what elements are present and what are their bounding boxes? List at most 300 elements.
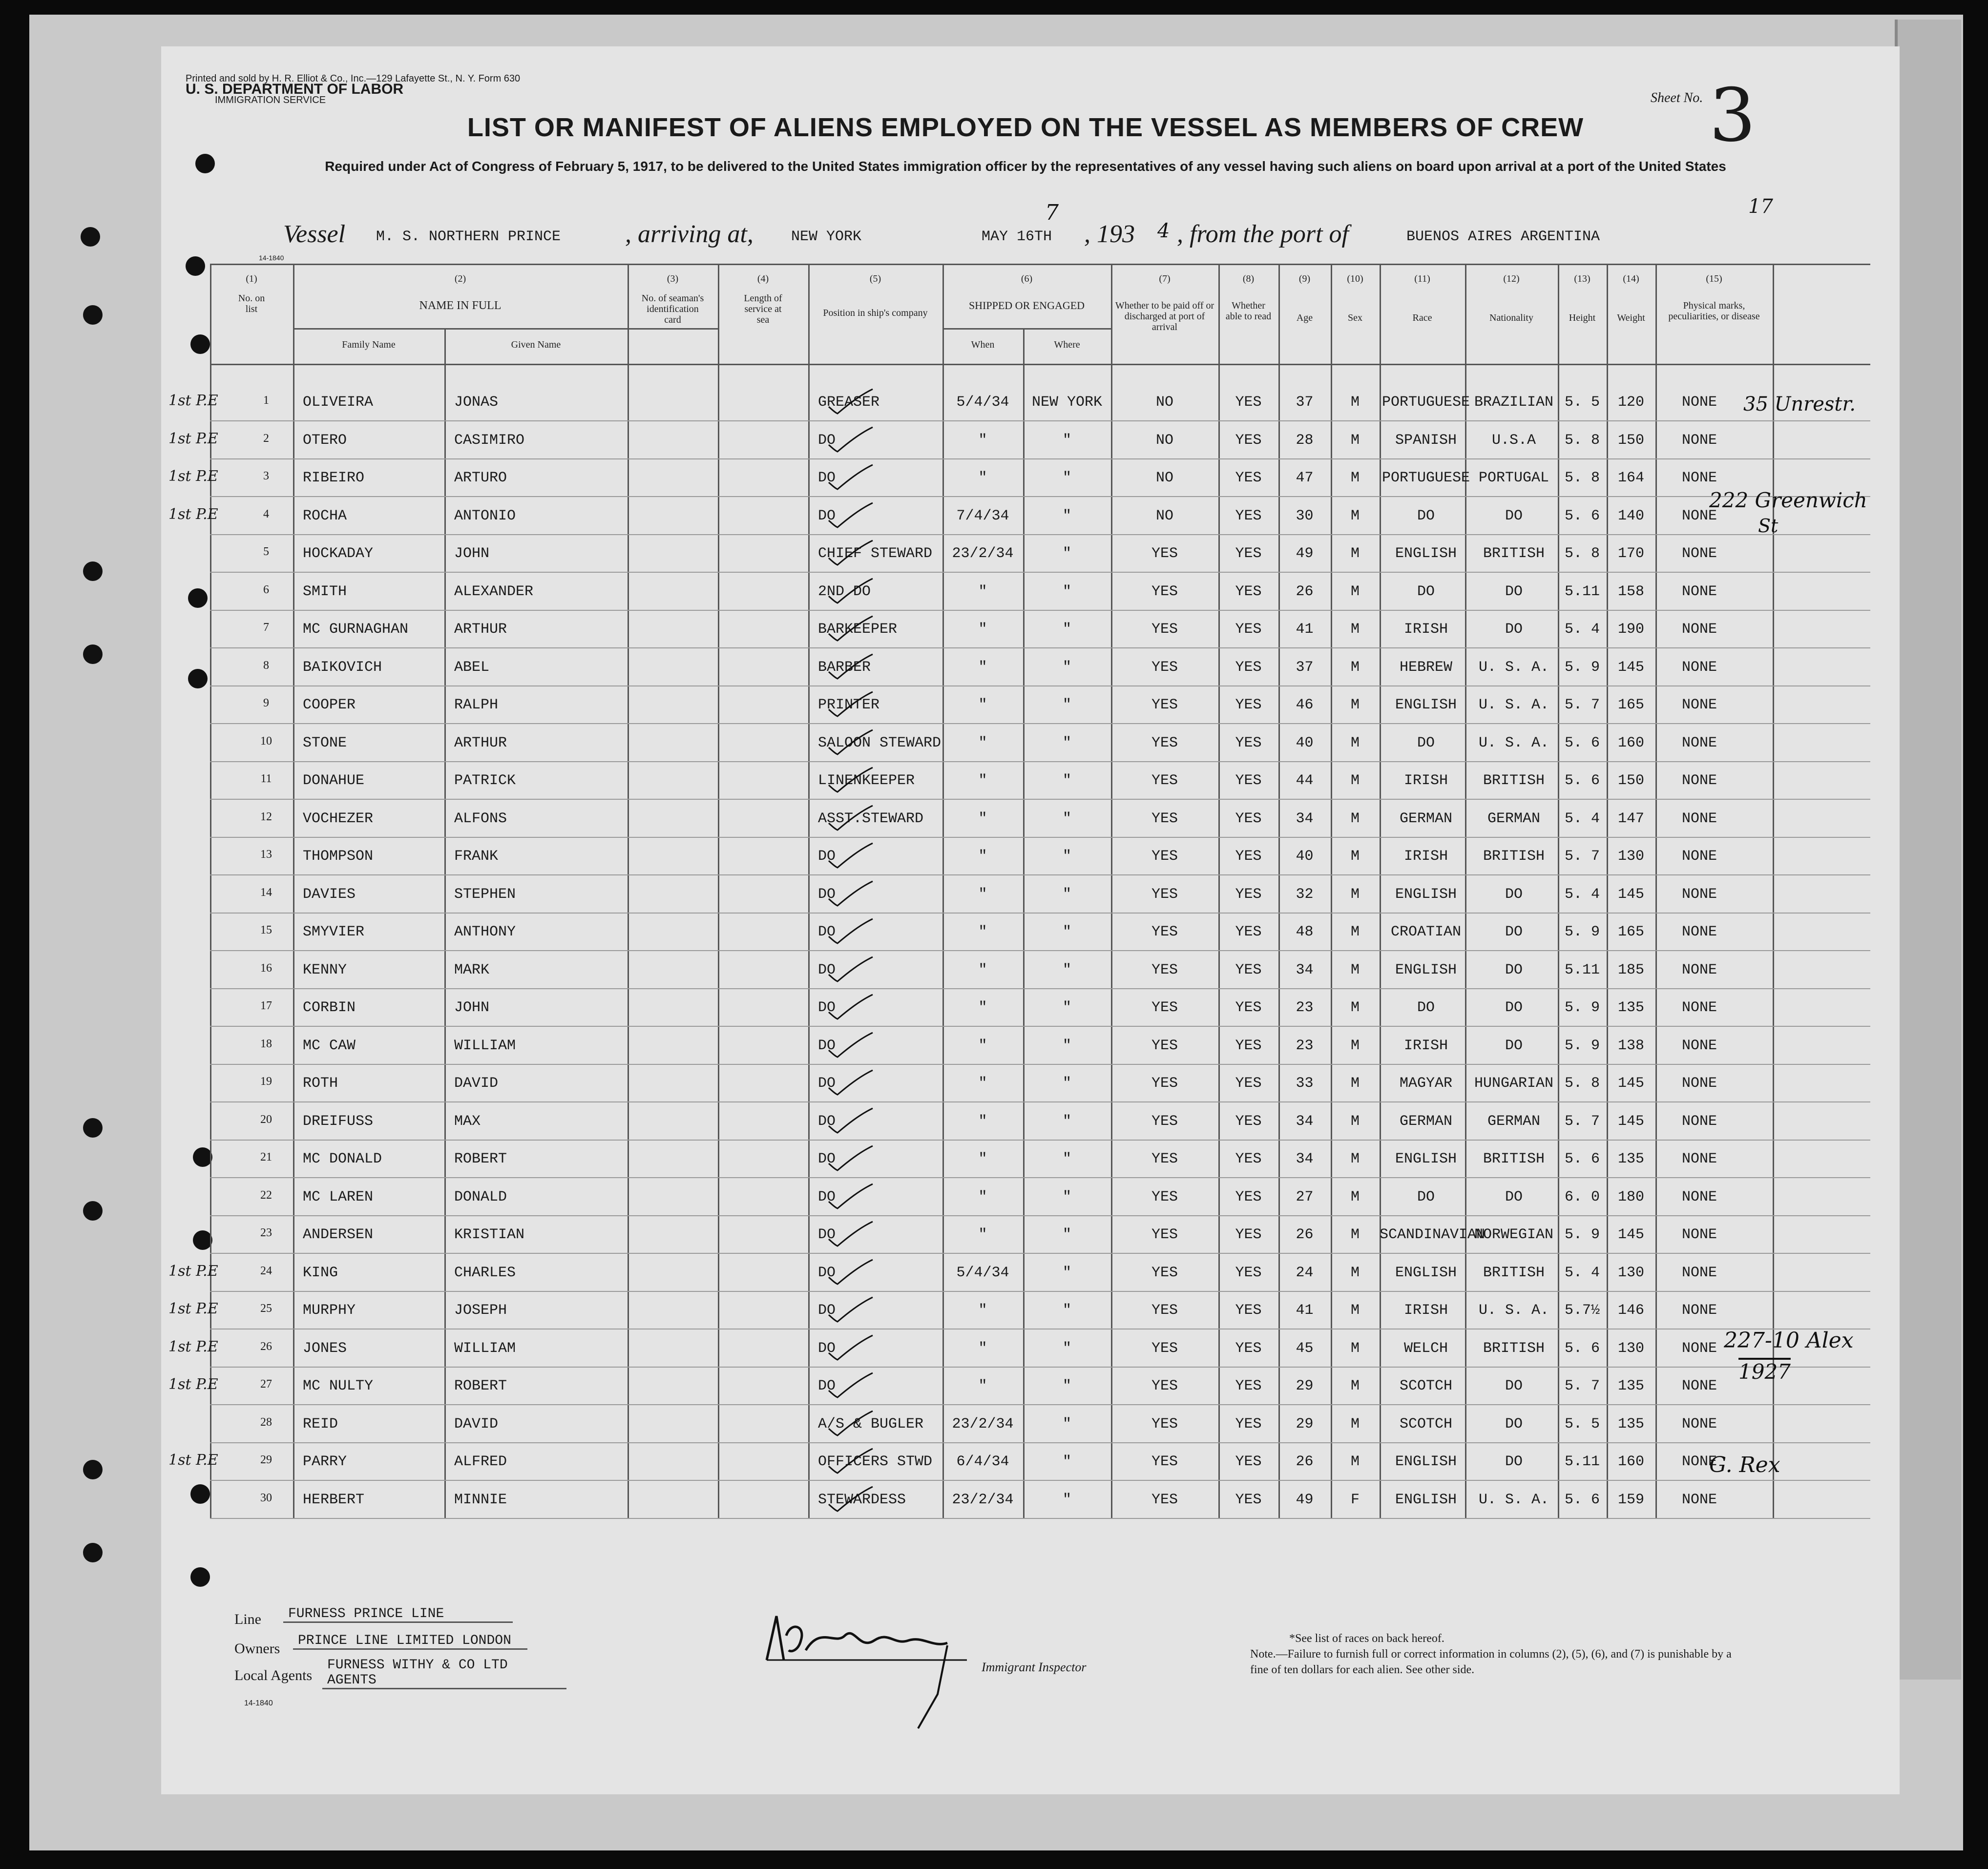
cell-when: " <box>978 734 987 751</box>
cell-height: 5. 8 <box>1564 470 1600 486</box>
cell-paid: YES <box>1151 1302 1178 1319</box>
cell-race: ENGLISH <box>1395 886 1457 903</box>
check-mark-icon <box>828 1107 874 1134</box>
owners-label: Owners <box>234 1641 280 1657</box>
cell-family: RIBEIRO <box>303 470 365 486</box>
cell-sex: M <box>1350 583 1360 600</box>
cell-no: 10 <box>260 734 272 748</box>
cell-no: 20 <box>260 1113 272 1126</box>
check-mark-icon <box>828 729 874 756</box>
table-row <box>210 913 1870 951</box>
cell-weight: 120 <box>1617 394 1644 411</box>
pe-mark: 1st P.E <box>168 505 218 523</box>
cell-marks: NONE <box>1681 1226 1717 1243</box>
cell-height: 5. 7 <box>1564 1113 1600 1130</box>
annotation-row26: 1927 <box>1738 1360 1791 1384</box>
col-num-7: (7) <box>1159 273 1171 284</box>
arrival-port: NEW YORK <box>791 228 862 245</box>
page-title: LIST OR MANIFEST OF ALIENS EMPLOYED ON THE VESSEL AS MEMBERS OF CREW <box>467 113 1584 142</box>
cell-height: 6. 0 <box>1564 1188 1600 1205</box>
cell-read: YES <box>1235 1302 1262 1319</box>
year-prefix: , 193 <box>1084 220 1135 248</box>
cell-nat: DO <box>1505 1454 1523 1470</box>
cell-sex: M <box>1350 1188 1360 1205</box>
cell-where: " <box>1062 697 1071 713</box>
table-row <box>210 762 1870 800</box>
cell-weight: 140 <box>1617 507 1644 524</box>
cell-age: 32 <box>1296 886 1314 903</box>
cell-marks: NONE <box>1681 470 1717 486</box>
table-row <box>210 837 1870 875</box>
cell-nat: U. S. A. <box>1478 734 1549 751</box>
cell-race: IRISH <box>1403 1037 1448 1054</box>
cell-position: OFFICERS STWD <box>818 1454 933 1470</box>
check-mark-icon <box>828 956 874 983</box>
cell-age: 34 <box>1296 961 1314 978</box>
cell-weight: 135 <box>1617 1378 1644 1394</box>
cell-family: ROCHA <box>303 507 347 524</box>
cell-nat: DO <box>1505 507 1523 524</box>
cell-where: " <box>1062 1151 1071 1167</box>
cell-weight: 160 <box>1617 1454 1644 1470</box>
cell-marks: NONE <box>1681 848 1717 865</box>
cell-given: ANTONIO <box>454 507 516 524</box>
cell-age: 29 <box>1296 1378 1314 1394</box>
cell-read: YES <box>1235 470 1262 486</box>
cell-paid: YES <box>1151 545 1178 562</box>
cell-age: 30 <box>1296 507 1314 524</box>
cell-paid: YES <box>1151 1188 1178 1205</box>
cell-nat: DO <box>1505 1037 1523 1054</box>
cell-position: DO <box>818 1378 836 1394</box>
cell-where: NEW YORK <box>1031 394 1103 411</box>
cell-age: 29 <box>1296 1415 1314 1433</box>
cell-paid: YES <box>1151 1340 1178 1357</box>
cell-position: BARKEEPER <box>818 621 898 638</box>
cell-read: YES <box>1235 772 1262 789</box>
cell-height: 5. 5 <box>1564 1415 1600 1433</box>
cell-age: 23 <box>1296 999 1314 1016</box>
header-weight: Weight <box>1617 312 1645 323</box>
cell-read: YES <box>1235 1340 1262 1357</box>
cell-sex: M <box>1350 924 1360 940</box>
cell-no: 7 <box>263 621 269 634</box>
cell-height: 5. 7 <box>1564 1378 1600 1394</box>
cell-height: 5. 7 <box>1564 848 1600 865</box>
col-num-3: (3) <box>667 273 679 284</box>
cell-paid: YES <box>1151 621 1178 638</box>
cell-given: JONAS <box>454 394 499 411</box>
cell-race: ENGLISH <box>1395 1264 1457 1281</box>
cell-height: 5. 5 <box>1564 394 1600 411</box>
cell-race: GERMAN <box>1399 1113 1453 1130</box>
cell-race: GERMAN <box>1399 810 1453 827</box>
binder-hole <box>195 154 215 173</box>
cell-age: 45 <box>1296 1340 1314 1357</box>
cell-where: " <box>1062 1415 1071 1433</box>
check-mark-icon <box>828 1486 874 1513</box>
form-number-top: 14-1840 <box>259 254 284 262</box>
col-num-9: (9) <box>1298 273 1311 284</box>
annotation-row4a: 222 Greenwich <box>1709 488 1867 512</box>
cell-position: DO <box>818 1151 836 1167</box>
table-row <box>168 1291 1870 1329</box>
cell-age: 23 <box>1296 1037 1314 1054</box>
cell-paid: YES <box>1151 999 1178 1016</box>
page-edges <box>1895 20 1961 1680</box>
cell-read: YES <box>1235 999 1262 1016</box>
cell-given: JOHN <box>454 999 490 1016</box>
printer-line: Printed and sold by H. R. Elliot & Co., Inc.—129 Lafayette St., N. Y. Form 630 <box>186 73 521 84</box>
cell-when: 5/4/34 <box>956 394 1009 411</box>
cell-read: YES <box>1235 924 1262 940</box>
header-race: Race <box>1412 312 1432 323</box>
cell-marks: NONE <box>1681 659 1717 676</box>
col-num-11: (11) <box>1414 273 1430 284</box>
cell-nat: DO <box>1505 886 1523 903</box>
cell-race: MAGYAR <box>1399 1075 1453 1092</box>
cell-weight: 135 <box>1617 1415 1644 1433</box>
binder-hole <box>190 334 210 354</box>
cell-position: DO <box>818 1075 836 1092</box>
cell-race: ENGLISH <box>1395 1151 1457 1167</box>
cell-given: MINNIE <box>454 1491 507 1508</box>
cell-sex: M <box>1350 507 1360 524</box>
department-label: U. S. DEPARTMENT OF LABOR <box>186 81 404 97</box>
binder-hole <box>83 1543 103 1562</box>
footer-note <box>1250 1631 1738 1678</box>
check-mark-icon <box>828 691 874 718</box>
annotation-row4b: St <box>1758 515 1779 537</box>
from-port: BUENOS AIRES ARGENTINA <box>1406 228 1600 245</box>
cell-family: DONAHUE <box>303 772 365 789</box>
cell-marks: NONE <box>1681 886 1717 903</box>
cell-when: 6/4/34 <box>956 1454 1009 1470</box>
cell-no: 8 <box>263 659 269 672</box>
cell-given: ALFRED <box>454 1454 507 1470</box>
cell-when: " <box>978 432 987 449</box>
cell-read: YES <box>1235 848 1262 865</box>
cell-where: " <box>1062 1454 1071 1470</box>
sheet-number-label: Sheet No. <box>1651 90 1703 105</box>
cell-when: 23/2/34 <box>952 545 1014 562</box>
binder-hole <box>83 1460 103 1479</box>
cell-age: 26 <box>1296 1454 1314 1470</box>
check-mark-icon <box>828 1069 874 1096</box>
cell-position: ASST.STEWARD <box>818 810 924 827</box>
cell-race: ENGLISH <box>1395 1454 1457 1470</box>
penalty-note: Note.—Failure to furnish full or correct information in columns (2), (5), (6), and (7) is punishable by a fine of ten dollars for each alien. See other side. <box>1250 1648 1732 1676</box>
header-bottom-rule <box>210 364 1870 365</box>
cell-age: 24 <box>1296 1264 1314 1281</box>
cell-weight: 190 <box>1617 621 1644 638</box>
service-label: IMMIGRATION SERVICE <box>215 95 326 105</box>
cell-nat: BRITISH <box>1483 1264 1545 1281</box>
check-mark-icon <box>828 1183 874 1210</box>
pe-mark: 1st P.E <box>168 1300 218 1317</box>
cell-where: " <box>1062 848 1071 865</box>
cell-paid: YES <box>1151 583 1178 600</box>
line-label: Line <box>234 1611 261 1627</box>
binder-hole <box>81 227 100 247</box>
cell-where: " <box>1062 961 1071 978</box>
cell-race: IRISH <box>1403 772 1448 789</box>
cell-marks: NONE <box>1681 1454 1717 1470</box>
cell-nat: NORWEGIAN <box>1474 1226 1554 1243</box>
cell-height: 5. 7 <box>1564 697 1600 713</box>
binder-hole <box>186 256 205 276</box>
cell-no: 30 <box>260 1491 272 1504</box>
cell-no: 17 <box>260 999 272 1012</box>
annotation-row25: 227-10 Alex <box>1724 1328 1854 1353</box>
cell-age: 34 <box>1296 1151 1314 1167</box>
table-row <box>210 1140 1870 1178</box>
cell-sex: M <box>1350 961 1360 978</box>
header-seaman-card: No. of seaman's identification card <box>641 293 704 325</box>
cell-race: ENGLISH <box>1395 1491 1457 1508</box>
cell-given: WILLIAM <box>454 1340 516 1357</box>
cell-paid: YES <box>1151 1113 1178 1130</box>
cell-given: FRANK <box>454 848 499 865</box>
cell-nat: BRITISH <box>1483 772 1545 789</box>
binder-hole <box>193 1147 212 1167</box>
header-able-read: Whether able to read <box>1225 300 1272 322</box>
cell-nat: BRAZILIAN <box>1474 394 1554 411</box>
check-mark-icon <box>828 918 874 945</box>
cell-weight: 158 <box>1617 583 1644 600</box>
cell-paid: YES <box>1151 810 1178 827</box>
cell-no: 5 <box>263 545 269 558</box>
agents-label: Local Agents <box>234 1667 313 1683</box>
cell-nat: DO <box>1505 1378 1523 1394</box>
cell-marks: NONE <box>1681 621 1717 638</box>
cell-sex: M <box>1350 659 1360 676</box>
cell-where: " <box>1062 924 1071 940</box>
cell-given: PATRICK <box>454 772 516 789</box>
table-row <box>168 1443 1870 1481</box>
cell-height: 5. 9 <box>1564 1037 1600 1054</box>
cell-read: YES <box>1235 621 1262 638</box>
col-num-14: (14) <box>1623 273 1639 284</box>
cell-marks: NONE <box>1681 545 1717 562</box>
cell-where: " <box>1062 1264 1071 1281</box>
header-sex: Sex <box>1348 312 1362 323</box>
cell-weight: 145 <box>1617 1113 1644 1130</box>
cell-height: 5. 6 <box>1564 1491 1600 1508</box>
cell-where: " <box>1062 734 1071 751</box>
vessel-label: Vessel <box>283 220 346 248</box>
pe-mark: 1st P.E <box>168 1452 218 1469</box>
cell-weight: 165 <box>1617 697 1644 713</box>
cell-read: YES <box>1235 961 1262 978</box>
cell-family: PARRY <box>303 1454 347 1470</box>
cell-given: ROBERT <box>454 1378 507 1394</box>
annotation-row29: G. Rex <box>1709 1453 1780 1477</box>
cell-read: YES <box>1235 697 1262 713</box>
cell-sex: M <box>1350 999 1360 1016</box>
cell-read: YES <box>1235 810 1262 827</box>
cell-when: " <box>978 1340 987 1357</box>
cell-family: MURPHY <box>303 1302 356 1319</box>
cell-paid: YES <box>1151 772 1178 789</box>
cell-race: SCANDINAVIAN <box>1380 1226 1486 1243</box>
cell-weight: 150 <box>1617 772 1644 789</box>
cell-no: 25 <box>260 1302 272 1315</box>
cell-sex: M <box>1350 1302 1360 1319</box>
cell-when: " <box>978 1188 987 1205</box>
cell-family: REID <box>303 1415 338 1433</box>
cell-nat: DO <box>1505 621 1523 638</box>
cell-weight: 164 <box>1617 470 1644 486</box>
name-subheader-rule <box>293 328 718 330</box>
header-length-service: Length of service at sea <box>744 293 782 325</box>
cell-height: 5. 6 <box>1564 1151 1600 1167</box>
table-row <box>168 1367 1870 1405</box>
pe-mark: 1st P.E <box>168 468 218 485</box>
cell-marks: NONE <box>1681 999 1717 1016</box>
cell-weight: 165 <box>1617 924 1644 940</box>
cell-no: 9 <box>263 697 269 709</box>
cell-read: YES <box>1235 432 1262 449</box>
cell-where: " <box>1062 1302 1071 1319</box>
cell-weight: 135 <box>1617 999 1644 1016</box>
check-mark-icon <box>828 1296 874 1323</box>
cell-position: DO <box>818 1226 836 1243</box>
cell-no: 13 <box>260 848 272 861</box>
cell-marks: NONE <box>1681 1264 1717 1281</box>
table-row <box>210 724 1870 762</box>
cell-family: DAVIES <box>303 886 356 903</box>
cell-marks: NONE <box>1681 772 1717 789</box>
check-mark-icon <box>828 615 874 642</box>
check-mark-icon <box>828 578 874 604</box>
table-row <box>168 1254 1870 1292</box>
binder-hole <box>83 644 103 664</box>
cell-nat: DO <box>1505 1188 1523 1205</box>
cell-where: " <box>1062 1113 1071 1130</box>
arriving-label: , arriving at, <box>625 220 753 248</box>
cell-position: PRINTER <box>818 697 880 713</box>
agents-value: FURNESS WITHY & CO LTD AGENTS <box>322 1658 566 1689</box>
table-row <box>210 686 1870 724</box>
cell-no: 6 <box>263 583 269 596</box>
cell-family: MC GURNAGHAN <box>303 621 409 638</box>
cell-paid: YES <box>1151 1454 1178 1470</box>
cell-position: DO <box>818 1037 836 1054</box>
cell-family: KING <box>303 1264 338 1281</box>
cell-given: ANTHONY <box>454 924 516 940</box>
cell-age: 37 <box>1296 659 1314 676</box>
cell-no: 12 <box>260 810 272 823</box>
cell-given: ARTHUR <box>454 621 507 638</box>
cell-when: 7/4/34 <box>956 507 1009 524</box>
cell-paid: YES <box>1151 1491 1178 1508</box>
cell-family: THOMPSON <box>303 848 374 865</box>
cell-nat: DO <box>1505 1415 1523 1433</box>
header-when: When <box>971 339 995 350</box>
cell-position: DO <box>818 1264 836 1281</box>
cell-where: " <box>1062 432 1071 449</box>
cell-age: 40 <box>1296 848 1314 865</box>
table-row <box>210 1102 1870 1141</box>
binder-hole <box>83 1118 103 1138</box>
cell-race: IRISH <box>1403 621 1448 638</box>
cell-position: DO <box>818 999 836 1016</box>
table-row <box>168 383 1870 421</box>
cell-no: 18 <box>260 1037 272 1050</box>
cell-when: " <box>978 697 987 713</box>
cell-given: RALPH <box>454 697 499 713</box>
cell-height: 5.11 <box>1564 961 1600 978</box>
cell-given: DONALD <box>454 1188 507 1205</box>
corner-note: 17 <box>1748 195 1773 218</box>
cell-given: CHARLES <box>454 1264 516 1281</box>
cell-height: 5. 6 <box>1564 734 1600 751</box>
header-family-name: Family Name <box>342 339 396 350</box>
cell-sex: M <box>1350 734 1360 751</box>
cell-age: 26 <box>1296 1226 1314 1243</box>
cell-height: 5. 9 <box>1564 924 1600 940</box>
cell-paid: NO <box>1155 470 1173 486</box>
cell-age: 28 <box>1296 432 1314 449</box>
date-correction: 7 <box>1045 200 1059 225</box>
table-row <box>168 497 1870 535</box>
form-number: 14-1840 <box>244 1699 273 1707</box>
header-age: Age <box>1296 312 1313 323</box>
cell-given: WILLIAM <box>454 1037 516 1054</box>
cell-race: WELCH <box>1403 1340 1448 1357</box>
cell-no: 4 <box>263 507 269 520</box>
cell-height: 5. 4 <box>1564 810 1600 827</box>
cell-family: OLIVEIRA <box>303 394 374 411</box>
header-name-in-full: NAME IN FULL <box>419 299 502 312</box>
cell-height: 5.11 <box>1564 583 1600 600</box>
cell-given: MAX <box>454 1113 481 1130</box>
cell-read: YES <box>1235 1454 1262 1470</box>
table-row <box>210 875 1870 914</box>
cell-given: DAVID <box>454 1415 499 1433</box>
cell-marks: NONE <box>1681 394 1717 411</box>
cell-sex: M <box>1350 1075 1360 1092</box>
cell-age: 27 <box>1296 1188 1314 1205</box>
cell-family: COOPER <box>303 697 356 713</box>
cell-age: 49 <box>1296 1491 1314 1508</box>
check-mark-icon <box>828 805 874 831</box>
header-nationality: Nationality <box>1489 312 1533 323</box>
cell-weight: 147 <box>1617 810 1644 827</box>
cell-position: DO <box>818 1340 836 1357</box>
cell-when: " <box>978 1151 987 1167</box>
cell-race: DO <box>1417 507 1435 524</box>
col-num-15: (15) <box>1706 273 1722 284</box>
cell-family: JONES <box>303 1340 347 1357</box>
cell-weight: 145 <box>1617 1075 1644 1092</box>
table-top-rule <box>210 264 1870 265</box>
races-note: *See list of races on back hereof. <box>1289 1632 1444 1645</box>
cell-where: " <box>1062 810 1071 827</box>
cell-race: DO <box>1417 1188 1435 1205</box>
cell-no: 23 <box>260 1226 272 1239</box>
cell-race: SCOTCH <box>1399 1415 1453 1433</box>
cell-nat: U. S. A. <box>1478 697 1549 713</box>
cell-marks: NONE <box>1681 1491 1717 1508</box>
cell-given: ALEXANDER <box>454 583 534 600</box>
header-where: Where <box>1054 339 1080 350</box>
pe-mark: 1st P.E <box>168 1376 218 1393</box>
cell-age: 46 <box>1296 697 1314 713</box>
cell-where: " <box>1062 1188 1071 1205</box>
cell-marks: NONE <box>1681 924 1717 940</box>
